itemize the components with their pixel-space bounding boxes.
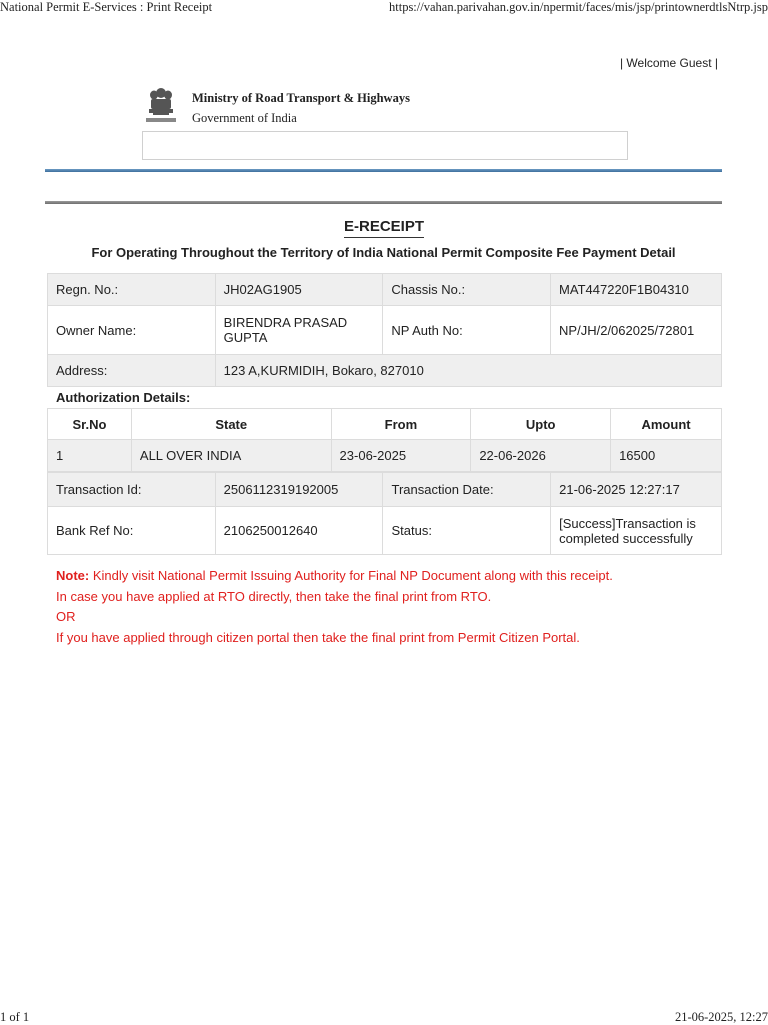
column-header: State <box>131 409 331 440</box>
print-header-url: https://vahan.parivahan.gov.in/npermit/faces/mis/jsp/printownerdtlsNtrp.jsp <box>389 0 768 14</box>
table-row <box>48 306 722 355</box>
note-line-3: OR <box>56 609 76 624</box>
table-row <box>48 274 722 306</box>
transaction-date-value: 21-06-2025 12:27:17 <box>551 473 722 507</box>
print-footer-page: 1 of 1 <box>0 1010 30 1024</box>
note-label: Note: <box>56 568 90 583</box>
address-value: 123 A,KURMIDIH, Bokaro, 827010 <box>215 355 721 387</box>
from-cell: 23-06-2025 <box>331 440 471 472</box>
column-header: Sr.No <box>48 409 132 440</box>
transaction-id-label: Transaction Id: <box>48 473 216 507</box>
header-banner-box <box>142 131 628 160</box>
note-text: Kindly visit National Permit Issuing Authority for Final NP Document along with this receipt. <box>89 568 613 583</box>
print-header-title: National Permit E-Services : Print Receipt <box>0 0 213 14</box>
transaction-date-label: Transaction Date: <box>383 473 551 507</box>
regn-value: JH02AG1905 <box>215 274 383 306</box>
table-row <box>48 473 722 507</box>
receipt-title <box>0 218 768 238</box>
print-footer-datetime: 21-06-2025, 12:27 <box>674 1010 768 1024</box>
column-header: Amount <box>611 409 722 440</box>
table-header-row <box>48 409 722 440</box>
bank-ref-label: Bank Ref No: <box>48 507 216 555</box>
amount-cell: 16500 <box>611 440 722 472</box>
transaction-table <box>47 472 722 555</box>
table-row <box>48 507 722 555</box>
owner-value: BIRENDRA PRASAD GUPTA <box>215 306 383 355</box>
note-line-2: In case you have applied at RTO directly, then take the final print from RTO. <box>56 588 492 604</box>
bank-ref-value: 2106250012640 <box>215 507 383 555</box>
owner-label: Owner Name: <box>48 306 216 355</box>
notes-block <box>56 566 613 648</box>
state-cell: ALL OVER INDIA <box>131 440 331 472</box>
receipt-subtitle: For Operating Throughout the Territory of India National Permit Composite Fee Payment Detail <box>91 245 676 260</box>
header-divider-blue <box>45 169 722 172</box>
regn-label: Regn. No.: <box>48 274 216 306</box>
status-value: [Success]Transaction is completed successfully <box>551 507 722 555</box>
government-name: Government of India <box>192 111 297 125</box>
receipt-title-text: E-RECEIPT <box>344 218 424 238</box>
column-header: Upto <box>471 409 611 440</box>
sr-no-cell: 1 <box>48 440 132 472</box>
chassis-label: Chassis No.: <box>383 274 551 306</box>
vehicle-details-table <box>47 273 722 387</box>
ministry-name: Ministry of Road Transport & Highways <box>192 91 410 105</box>
welcome-text: | Welcome Guest | <box>619 56 718 70</box>
transaction-id-value: 2506112319192005 <box>215 473 383 507</box>
table-row <box>48 355 722 387</box>
note-line-1 <box>56 566 613 587</box>
authorization-heading: Authorization Details: <box>56 390 191 405</box>
note-line-4: If you have applied through citizen portal then take the final print from Permit Citizen Portal. <box>56 629 580 645</box>
column-header: From <box>331 409 471 440</box>
national-emblem-icon <box>144 86 178 126</box>
upto-cell: 22-06-2026 <box>471 440 611 472</box>
status-label: Status: <box>383 507 551 555</box>
np-auth-label: NP Auth No: <box>383 306 551 355</box>
chassis-value: MAT447220F1B04310 <box>551 274 722 306</box>
table-row <box>48 440 722 472</box>
np-auth-value: NP/JH/2/062025/72801 <box>551 306 722 355</box>
authorization-table <box>47 408 722 472</box>
header-divider-grey <box>45 201 722 204</box>
address-label: Address: <box>48 355 216 387</box>
